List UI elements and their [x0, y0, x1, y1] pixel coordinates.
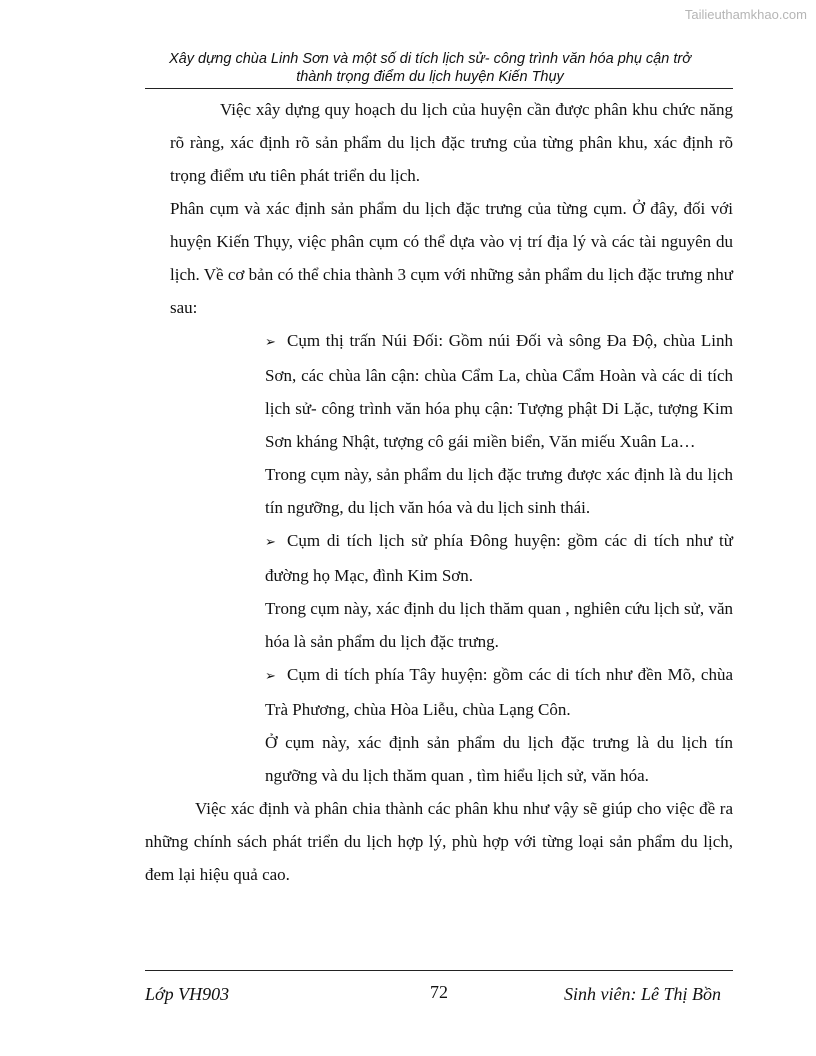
footer-student: Sinh viên: Lê Thị Bồn [564, 984, 721, 1004]
footer-class: Lớp VH903 [145, 984, 230, 1004]
arrow-bullet-icon: ➢ [265, 669, 276, 684]
cluster-item [265, 658, 733, 726]
arrow-bullet-icon: ➢ [265, 535, 276, 550]
watermark: Tailieuthamkhao.com [684, 7, 807, 22]
footer-divider [145, 970, 733, 971]
paragraph-closing: Việc xác định và phân chia thành các phân khu như vậy sẽ giúp cho việc đề ra những chính sách phát triển du lịch hợp lý, phù hợp với từng loại sản phẩm du lịch, đem lại hiệu quả cao. [145, 799, 733, 884]
page-number: 72 [430, 982, 448, 1002]
cluster-bullet-text: Cụm di tích phía Tây huyện: gồm các di tích như đền Mõ, chùa Trà Phương, chùa Hòa Liễu, chùa Lạng Côn. [265, 665, 733, 719]
header-divider [145, 88, 733, 89]
document-body [145, 93, 733, 891]
cluster-note: Trong cụm này, xác định du lịch thăm quan , nghiên cứu lịch sử, văn hóa là sản phẩm du lịch đặc trưng. [265, 599, 733, 651]
arrow-bullet-icon: ➢ [265, 335, 276, 350]
cluster-item [265, 324, 733, 458]
page-header [120, 50, 740, 86]
cluster-bullet-text: Cụm thị trấn Núi Đối: Gồm núi Đối và sông Đa Độ, chùa Linh Sơn, các chùa lân cận: chùa Cẩm La, chùa Cẩm Hoàn và các di tích lịch sử- công trình văn hóa phụ cận: Tượng phật Di Lặc, tượng Kim Sơn kháng Nhật, tượng cô gái miền biển, Văn miếu Xuân La… [265, 331, 733, 451]
header-line-1: Xây dựng chùa Linh Sơn và một số di tích lịch sử- công trình văn hóa phụ cận trở [169, 51, 691, 67]
cluster-note: Ở cụm này, xác định sản phẩm du lịch đặc trưng là du lịch tín ngưỡng và du lịch thăm quan , tìm hiểu lịch sử, văn hóa. [265, 733, 733, 785]
header-line-2: thành trọng điểm du lịch huyện Kiến Thụy [296, 69, 564, 85]
cluster-list [145, 324, 733, 792]
cluster-bullet-text: Cụm di tích lịch sử phía Đông huyện: gồm các di tích như từ đường họ Mạc, đình Kim Sơn. [265, 531, 733, 585]
paragraph-intro: Việc xây dựng quy hoạch du lịch của huyện cần được phân khu chức năng rõ ràng, xác định rõ sản phẩm du lịch đặc trưng của từng phân khu, xác định rõ trọng điểm ưu tiên phát triển du lịch. [170, 100, 733, 185]
cluster-note: Trong cụm này, sản phẩm du lịch đặc trưng được xác định là du lịch tín ngưỡng, du lịch văn hóa và du lịch sinh thái. [265, 465, 733, 517]
cluster-item [265, 524, 733, 592]
paragraph-clusters: Phân cụm và xác định sản phẩm du lịch đặc trưng của từng cụm. Ở đây, đối với huyện Kiến Thụy, việc phân cụm có thể dựa vào vị trí địa lý và các tài nguyên du lịch. Về cơ bản có thể chia thành 3 cụm với những sản phẩm du lịch đặc trưng như sau: [170, 199, 733, 317]
page-footer [145, 984, 733, 1010]
